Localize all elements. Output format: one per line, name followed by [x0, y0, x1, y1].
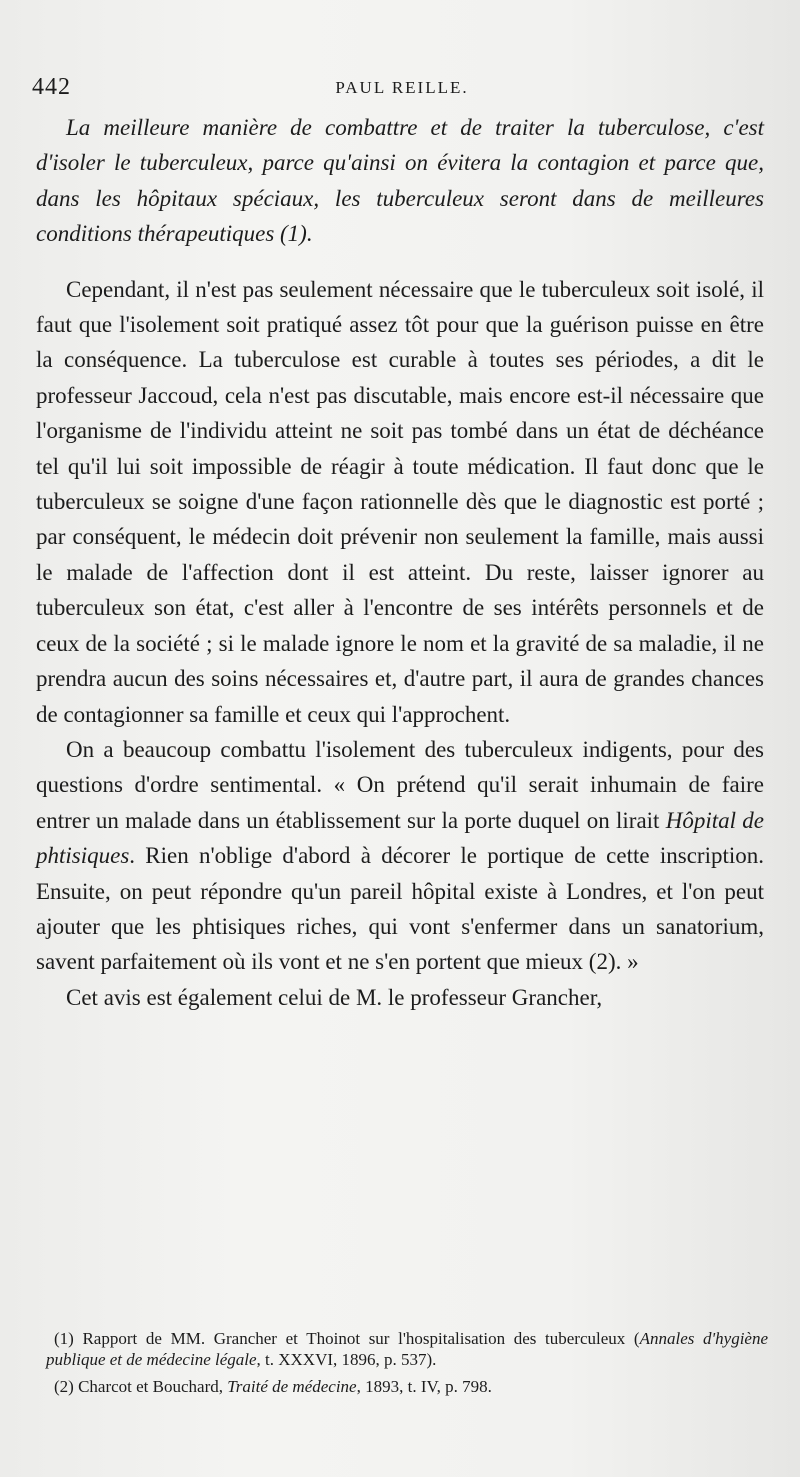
body-text — [36, 110, 764, 1015]
paragraph-text: On a beaucoup combattu l'isolement des tuberculeux indigents, pour des questions d'ordre sentimental. « On prétend qu'il serait inhumain de faire entrer un malade dans un établissement sur la porte duquel on lirait — [36, 736, 764, 833]
italic-phrase: Hôpital de phtisiques — [36, 807, 764, 869]
footnote-text: , 1893, t. IV, p. 798. — [356, 1377, 492, 1396]
running-head-author: PAUL REILLE. — [335, 78, 469, 97]
footnote-text: (2) Charcot et Bouchard, — [54, 1377, 228, 1396]
footnotes — [46, 1328, 768, 1403]
footnote-1 — [46, 1328, 768, 1370]
footnote-text: (1) Rapport de MM. Grancher et Thoinot sur l'hospitalisation des tuberculeux ( — [54, 1329, 640, 1348]
footnote-2 — [46, 1376, 768, 1397]
footnote-italic-title: Annales d'hygiène publique et de médecine légale — [46, 1329, 769, 1369]
running-head — [32, 74, 772, 104]
page-number: 442 — [32, 74, 71, 100]
paragraph-italic-thesis: La meilleure manière de combattre et de traiter la tuberculose, c'est d'isoler le tuberculeux, parce qu'ainsi on évitera la contagion et parce que, dans les hôpitaux spéciaux, les tuberculeux seront dans de meilleures conditions thérapeutiques (1). — [36, 115, 764, 247]
footnote-text: , t. XXXVI, 1896, p. 537). — [256, 1350, 437, 1369]
paragraph-sentimental-objection — [36, 732, 764, 980]
paragraph-grancher: Cet avis est également celui de M. le professeur Grancher, — [66, 984, 603, 1010]
paragraph-early-isolation: Cependant, il n'est pas seulement nécessaire que le tuberculeux soit isolé, il faut que l'isolement soit pratiqué assez tôt pour que la guérison puisse en être la conséquence. La tuberculose est curable à toutes ses périodes, a dit le professeur Jaccoud, cela n'est pas discutable, mais encore est-il nécessaire que l'organisme de l'individu atteint ne soit pas tombé dans un état de déchéance tel qu'il lui soit impossible de réagir à toute médication. Il faut donc que le tuberculeux se soigne d'une façon rationnelle dès que le diagnostic est porté ; par conséquent, le médecin doit prévenir non seulement la famille, mais aussi le malade de l'affection dont il est atteint. Du reste, laisser ignorer au tuberculeux son état, c'est aller à l'encontre de ses intérêts personnels et de ceux de la société ; si le malade ignore le nom et la gravité de sa maladie, il ne prendra aucun des soins nécessaires et, d'autre part, il aura de grandes chances de contagionner sa famille et ceux qui l'approchent. — [36, 276, 764, 727]
footnote-italic-title: Traité de médecine — [227, 1377, 357, 1396]
paragraph-text: . Rien n'oblige d'abord à décorer le portique de cette inscription. Ensuite, on peut répondre qu'un pareil hôpital existe à Londres, et l'on peut ajouter que les phtisiques riches, qui vont s'enfermer dans un sanatorium, savent parfaitement où ils vont et ne s'en portent que mieux (2). » — [36, 843, 764, 975]
